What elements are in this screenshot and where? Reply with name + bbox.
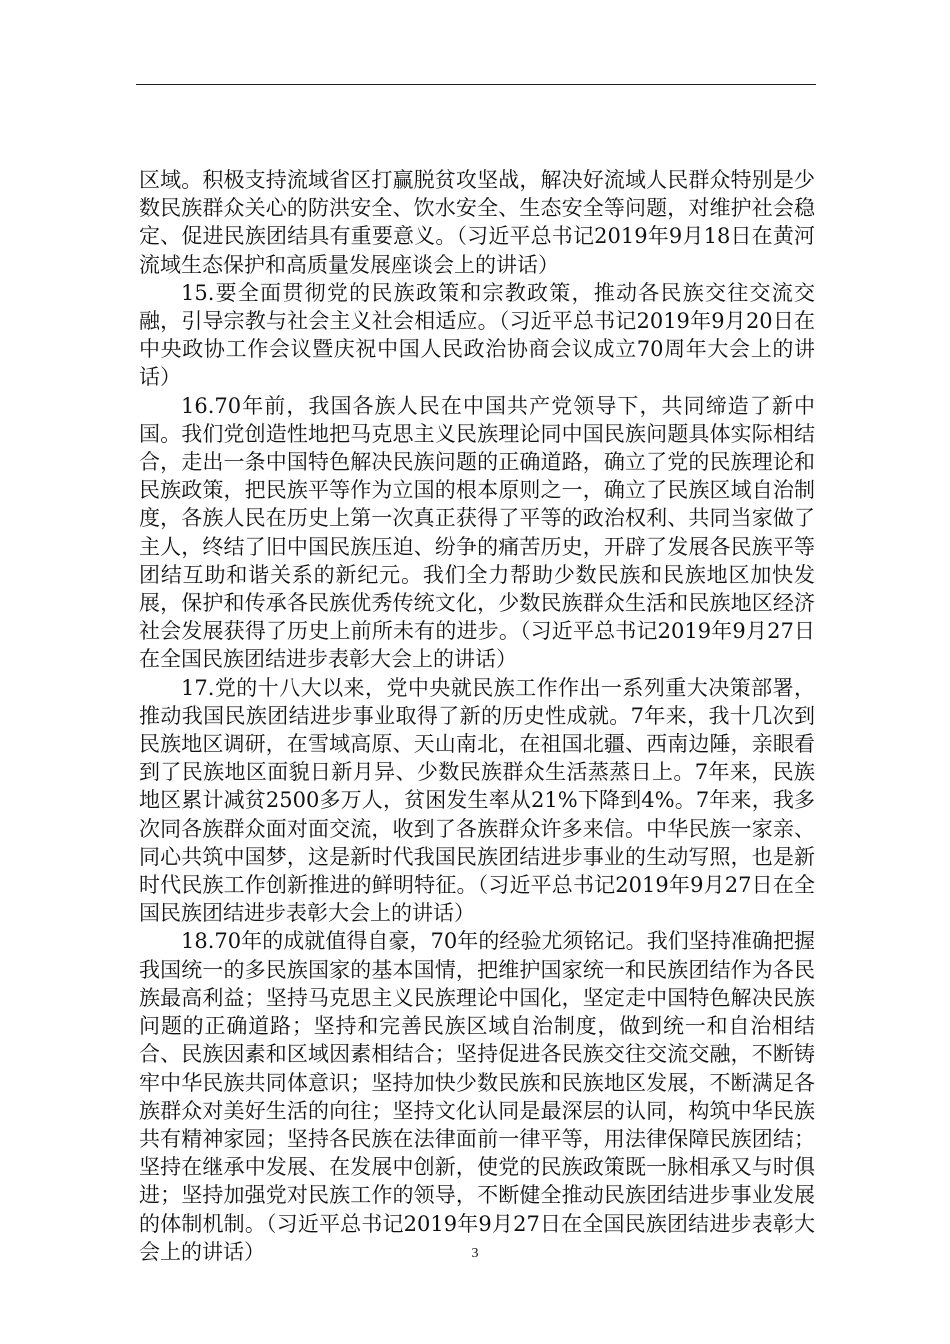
paragraph-item-15: 15.要全面贯彻党的民族政策和宗教政策，推动各民族交往交流交融，引导宗教与社会主义社会相适应。（习近平总书记2019年9月20日在中央政协工作会议暨庆祝中国人民政治协商会议成立70周年大会上的讲话）	[139, 280, 815, 390]
paragraph-item-17: 17.党的十八大以来，党中央就民族工作作出一系列重大决策部署，推动我国民族团结进步事业取得了新的历史性成就。7年来，我十几次到民族地区调研，在雪域高原、天山南北，在祖国北疆、西南边陲，亲眼看到了民族地区面貌日新月异、少数民族群众生活蒸蒸日上。7年来，民族地区累计减贫2500多万人，贫困发生率从21%下降到4%。7年来，我多次同各族群众面对面交流，收到了各族群众许多来信。中华民族一家亲、同心共筑中国梦，这是新时代我国民族团结进步事业的生动写照，也是新时代民族工作创新推进的鲜明特征。（习近平总书记2019年9月27日在全国民族团结进步表彰大会上的讲话）	[139, 675, 815, 926]
header-rule	[136, 84, 816, 85]
paragraph-item-16: 16.70年前，我国各族人民在中国共产党领导下，共同缔造了新中国。我们党创造性地把马克思主义民族理论同中国民族问题具体实际相结合，走出一条中国特色解决民族问题的正确道路，确立了党的民族理论和民族政策，把民族平等作为立国的根本原则之一，确立了民族区域自治制度，各族人民在历史上第一次真正获得了平等的政治权利、共同当家做了主人，终结了旧中国民族压迫、纷争的痛苦历史，开辟了发展各民族平等团结互助和谐关系的新纪元。我们全力帮助少数民族和民族地区加快发展，保护和传承各民族优秀传统文化，少数民族群众生活和民族地区经济社会发展获得了历史上前所未有的进步。（习近平总书记2019年9月27日在全国民族团结进步表彰大会上的讲话）	[139, 393, 815, 672]
paragraph-item-18: 18.70年的成就值得自豪，70年的经验尤须铭记。我们坚持准确把握我国统一的多民族国家的基本国情，把维护国家统一和民族团结作为各民族最高利益；坚持马克思主义民族理论中国化，坚定走中国特色解决民族问题的正确道路；坚持和完善民族区域自治制度，做到统一和自治相结合、民族因素和区域因素相结合；坚持促进各民族交往交流交融，不断铸牢中华民族共同体意识；坚持加快少数民族和民族地区发展，不断满足各族群众对美好生活的向往；坚持文化认同是最深层的认同，构筑中华民族共有精神家园；坚持各民族在法律面前一律平等，用法律保障民族团结；坚持在继承中发展、在发展中创新，使党的民族政策既一脉相承又与时俱进；坚持加强党对民族工作的领导，不断健全推动民族团结进步事业发展的体制机制。（习近平总书记2019年9月27日在全国民族团结进步表彰大会上的讲话）	[139, 929, 815, 1264]
document-body	[139, 166, 815, 1266]
page-number: 3	[471, 1246, 479, 1261]
paragraph-continuation: 区域。积极支持流域省区打赢脱贫攻坚战，解决好流域人民群众特别是少数民族群众关心的防洪安全、饮水安全、生态安全等问题，对维护社会稳定、促进民族团结具有重要意义。（习近平总书记2019年9月18日在黄河流域生态保护和高质量发展座谈会上的讲话）	[139, 168, 815, 277]
